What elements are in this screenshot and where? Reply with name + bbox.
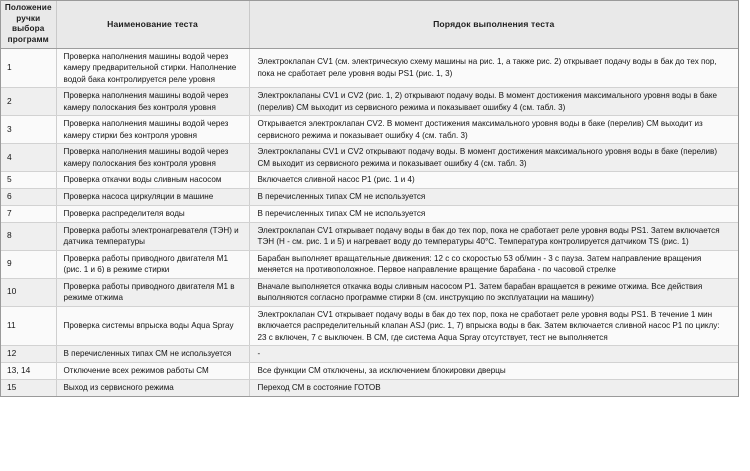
table-row: [1, 116, 738, 144]
table-body: [1, 48, 738, 396]
table-row: [1, 188, 738, 205]
table-row: [1, 278, 738, 306]
column-header-procedure: Порядок выполнения теста: [249, 1, 738, 48]
cell-position: 9: [1, 250, 56, 278]
cell-procedure: Электроклапаны CV1 и CV2 открывают подачу воды. В момент достижения максимального уровня воды в баке (перелив) СМ выходит из сервисного режима и показывает ошибку 4 (см. табл. 3): [249, 144, 738, 172]
table-row: [1, 306, 738, 345]
cell-position: 3: [1, 116, 56, 144]
cell-test-name: Отключение всех режимов работы СМ: [56, 363, 249, 380]
cell-test-name: Проверка наполнения машины водой через камеру полоскания без контроля уровня: [56, 88, 249, 116]
cell-test-name: Проверка работы электронагревателя (ТЭН) и датчика температуры: [56, 222, 249, 250]
cell-position: 4: [1, 144, 56, 172]
column-header-position: Положение ручки выбора программ: [1, 1, 56, 48]
cell-procedure: В перечисленных типах СМ не используется: [249, 205, 738, 222]
table-row: [1, 222, 738, 250]
table-row: [1, 205, 738, 222]
cell-test-name: Проверка работы приводного двигателя M1 (рис. 1 и 6) в режиме стирки: [56, 250, 249, 278]
cell-test-name: Проверка откачки воды сливным насосом: [56, 171, 249, 188]
cell-position: 13, 14: [1, 363, 56, 380]
table-row: [1, 144, 738, 172]
cell-position: 1: [1, 48, 56, 87]
table-row: [1, 171, 738, 188]
cell-procedure: В перечисленных типах СМ не используется: [249, 188, 738, 205]
cell-procedure: Вначале выполняется откачка воды сливным насосом P1. Затем барабан вращается в режиме отжима. Все действия выполняются согласно программе стирки 8 (см. инструкцию по эксплуатации на машину): [249, 278, 738, 306]
cell-position: 7: [1, 205, 56, 222]
cell-procedure: Барабан выполняет вращательные движения: 12 с со скоростью 53 об/мин - 3 с пауза. Затем направление вращения меняется на противоположное. Первое направление вращение барабана - по часовой стрелке: [249, 250, 738, 278]
cell-position: 8: [1, 222, 56, 250]
service-test-table: [1, 1, 738, 396]
cell-test-name: Проверка наполнения машины водой через камеру стирки без контроля уровня: [56, 116, 249, 144]
cell-position: 10: [1, 278, 56, 306]
table-row: [1, 48, 738, 87]
cell-test-name: Выход из сервисного режима: [56, 379, 249, 395]
cell-test-name: Проверка работы приводного двигателя M1 в режиме отжима: [56, 278, 249, 306]
cell-position: 15: [1, 379, 56, 395]
cell-procedure: Электроклапаны CV1 и CV2 (рис. 1, 2) открывают подачу воды. В момент достижения максимального уровня воды в баке (перелив) СМ выходит из сервисного режима и показывает ошибку 4 (см. табл. 3): [249, 88, 738, 116]
cell-procedure: Открывается электроклапан CV2. В момент достижения максимального уровня воды в баке (перелив) СМ выходит из сервисного режима и показывает ошибку 4 (см. табл. 3): [249, 116, 738, 144]
cell-procedure: Электроклапан CV1 открывает подачу воды в бак до тех пор, пока не сработает реле уровня воды PS1. В течение 1 мин включается распределительный клапан ASJ (рис. 1, 7) впрыска воды в бак. Затем включается сливной насос P1 по циклу: 23 с включен, 7 с выключен. В СМ, где система Aqua Spray отсутствует, тест не выполняется: [249, 306, 738, 345]
cell-test-name: Проверка наполнения машины водой через камеру полоскания без контроля уровня: [56, 144, 249, 172]
cell-test-name: Проверка насоса циркуляции в машине: [56, 188, 249, 205]
cell-procedure: Включается сливной насос P1 (рис. 1 и 4): [249, 171, 738, 188]
table-row: [1, 250, 738, 278]
cell-procedure: Переход СМ в состояние ГОТОВ: [249, 379, 738, 395]
column-header-test-name: Наименование теста: [56, 1, 249, 48]
cell-test-name: Проверка системы впрыска воды Aqua Spray: [56, 306, 249, 345]
table-header-row: [1, 1, 738, 48]
cell-position: 5: [1, 171, 56, 188]
cell-position: 11: [1, 306, 56, 345]
cell-procedure: Электроклапан CV1 (см. электрическую схему машины на рис. 1, а также рис. 2) открывает подачу воды в бак до тех пор, пока не сработает реле уровня воды PS1 (рис. 1, 3): [249, 48, 738, 87]
cell-position: 2: [1, 88, 56, 116]
cell-procedure: Все функции СМ отключены, за исключением блокировки дверцы: [249, 363, 738, 380]
cell-test-name: Проверка распределителя воды: [56, 205, 249, 222]
cell-procedure: -: [249, 346, 738, 363]
cell-test-name: Проверка наполнения машины водой через камеру предварительной стирки. Наполнение водой бака контролируется реле уровня: [56, 48, 249, 87]
table-row: [1, 363, 738, 380]
table-header: [1, 1, 738, 48]
cell-procedure: Электроклапан CV1 открывает подачу воды в бак до тех пор, пока не сработает реле уровня воды PS1. Затем включается ТЭН (H - см. рис. 1 и 5) и нагревает воду до температуры 40°C. Температура контролируется датчиком TS (рис. 1): [249, 222, 738, 250]
table-row: [1, 88, 738, 116]
table-row: [1, 346, 738, 363]
table-row: [1, 379, 738, 395]
cell-test-name: В перечисленных типах СМ не используется: [56, 346, 249, 363]
cell-position: 12: [1, 346, 56, 363]
cell-position: 6: [1, 188, 56, 205]
